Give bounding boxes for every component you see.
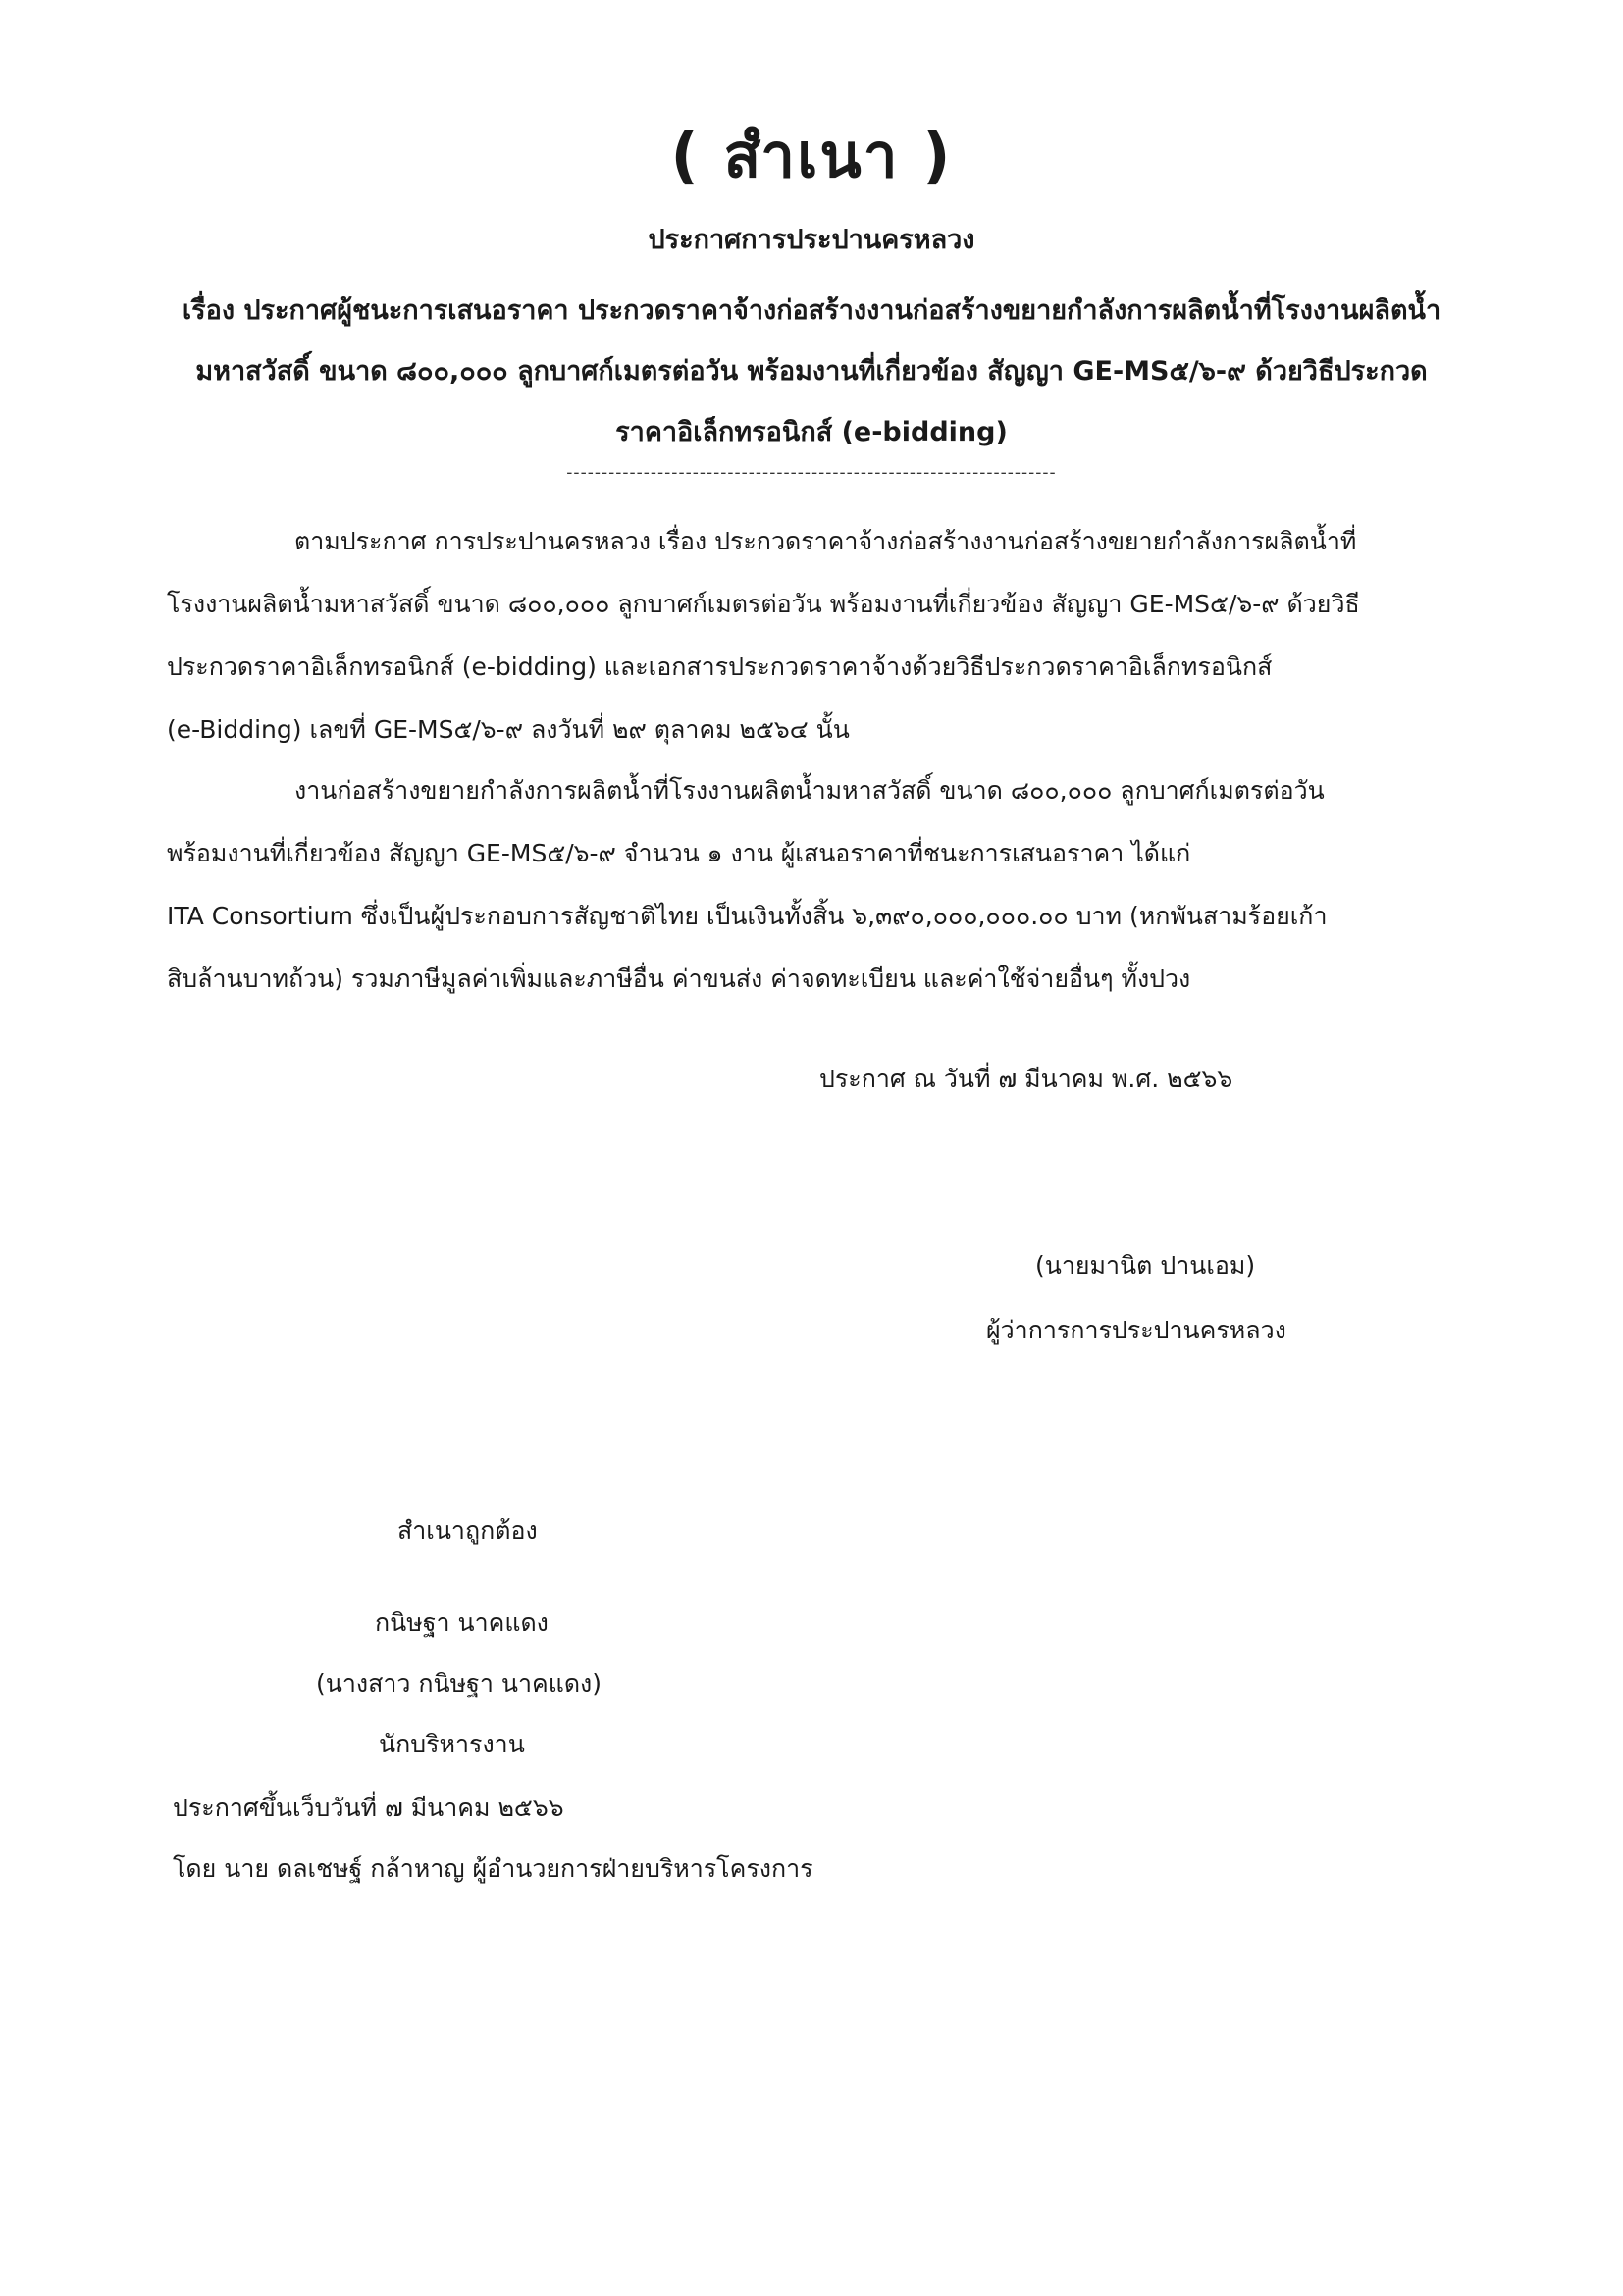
certifier-full-name: (นางสาว กนิษฐา นาคแดง) [316,1669,602,1697]
signatory-name: (นายมานิต ปานเอม) [1035,1251,1256,1279]
certifier-position: นักบริหารงาน [379,1730,525,1758]
certifier-signature: กนิษฐา นาคแดง [375,1608,549,1637]
paragraph-line: (e-Bidding) เลขที่ GE-MS๕/๖-๙ ลงวันที่ ๒๙ ตุลาคม ๒๕๖๔ นั้น [167,715,850,744]
section-divider: ---------------------------------------------------------------------- [566,463,1057,483]
subject-line: ราคาอิเล็กทรอนิกส์ (e-bidding) [615,417,1008,447]
announcement-date: ประกาศ ณ วันที่ ๗ มีนาคม พ.ศ. ๒๕๖๖ [819,1065,1233,1093]
paragraph-line: ตามประกาศ การประปานครหลวง เรื่อง ประกวดราคาจ้างก่อสร้างงานก่อสร้างขยายกำลังการผลิตน้ำที่ [294,527,1357,555]
document-title: ( สำเนา ) [670,120,953,191]
announcement-subject [0,281,1623,463]
subject-line: มหาสวัสดิ์ ขนาด ๘๐๐,๐๐๐ ลูกบาศก์เมตรต่อวัน พร้อมงานที่เกี่ยวข้อง สัญญา GE-MS๕/๖-๙ ด้วยวิธีประกวด [195,356,1428,387]
paragraph-line: พร้อมงานที่เกี่ยวข้อง สัญญา GE-MS๕/๖-๙ จำนวน ๑ งาน ผู้เสนอราคาที่ชนะการเสนอราคา ได้แก่ [167,839,1191,867]
paragraph-line: ประกวดราคาอิเล็กทรอนิกส์ (e-bidding) และเอกสารประกวดราคาจ้างด้วยวิธีประกวดราคาอิเล็กทรอนิกส์ [167,652,1273,681]
body-paragraph-reference [167,510,1462,761]
paragraph-line: สิบล้านบาทถ้วน) รวมภาษีมูลค่าเพิ่มและภาษีอื่น ค่าขนส่ง ค่าจดทะเบียน และค่าใช้จ่ายอื่นๆ ทั้งปวง [167,965,1191,993]
signatory-position: ผู้ว่าการการประปานครหลวง [986,1316,1286,1344]
certified-copy-label: สำเนาถูกต้อง [397,1516,538,1544]
paragraph-line: ITA Consortium ซึ่งเป็นผู้ประกอบการสัญชาติไทย เป็นเงินทั้งสิ้น ๖,๓๙๐,๐๐๐,๐๐๐.๐๐ บาท (หกพันสามร้อยเก้า [167,902,1328,930]
posted-by: โดย นาย ดลเชษฐ์ กล้าหาญ ผู้อำนวยการฝ่ายบริหารโครงการ [173,1854,813,1883]
web-posting-date: ประกาศขึ้นเว็บวันที่ ๗ มีนาคม ๒๕๖๖ [173,1794,564,1822]
subject-line: เรื่อง ประกาศผู้ชนะการเสนอราคา ประกวดราคาจ้างก่อสร้างงานก่อสร้างขยายกำลังการผลิตน้ำที่โรงงานผลิตน้ำ [182,295,1441,326]
body-paragraph-winner [167,759,1462,1011]
paragraph-line: งานก่อสร้างขยายกำลังการผลิตน้ำที่โรงงานผลิตน้ำมหาสวัสดิ์ ขนาด ๘๐๐,๐๐๐ ลูกบาศก์เมตรต่อวัน [294,776,1325,805]
paragraph-line: โรงงานผลิตน้ำมหาสวัสดิ์ ขนาด ๘๐๐,๐๐๐ ลูกบาศก์เมตรต่อวัน พร้อมงานที่เกี่ยวข้อง สัญญา GE-MS๕/๖-๙ ด้วยวิธี [167,590,1360,618]
issuing-organization: ประกาศการประปานครหลวง [648,225,975,255]
